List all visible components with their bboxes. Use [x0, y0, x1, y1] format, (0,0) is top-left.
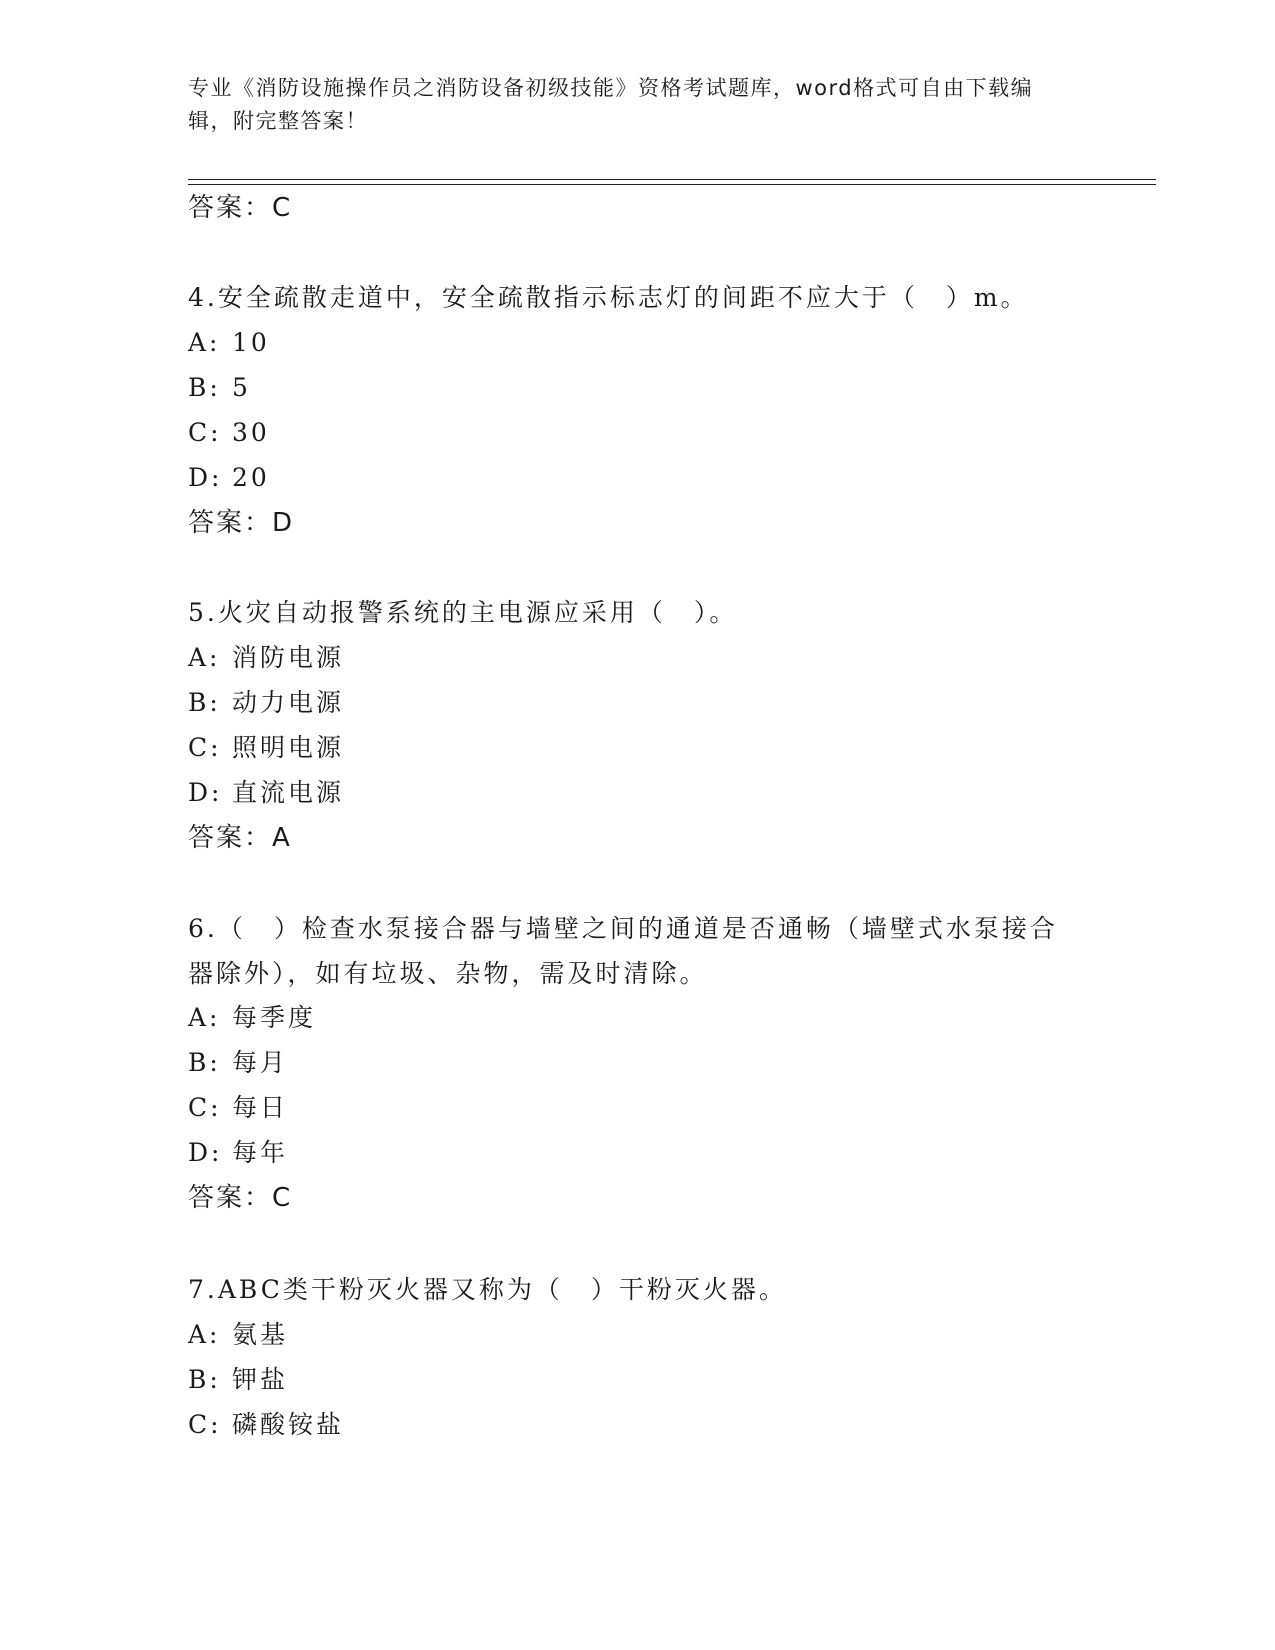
- question-4-option-d: [188, 460, 270, 496]
- option-text: 10: [232, 328, 270, 357]
- option-text: 消防电源: [232, 643, 345, 672]
- question-6-option-c: [188, 1090, 288, 1126]
- option-text: 每日: [232, 1093, 289, 1122]
- question-4-option-c: [188, 415, 270, 451]
- option-key: B:: [188, 1365, 221, 1394]
- option-key: B:: [188, 373, 221, 402]
- question-4-stem: 4.安全疏散走道中，安全疏散指示标志灯的间距不应大于（ ）m。: [188, 283, 1029, 312]
- option-text: 每季度: [232, 1003, 317, 1032]
- question-6-stem: 6.（ ）检查水泵接合器与墙壁之间的通道是否通畅（墙壁式水泵接合器除外），如有垃圾、杂物，需及时清除。: [188, 914, 1058, 988]
- option-key: C:: [188, 1093, 222, 1122]
- header-rule-bottom: [188, 184, 1156, 185]
- option-key: D:: [188, 463, 223, 492]
- option-key: A:: [188, 1003, 221, 1032]
- option-text: 每年: [232, 1138, 289, 1167]
- question-6-option-a: [188, 1000, 316, 1036]
- option-text: 照明电源: [232, 733, 345, 762]
- option-key: D:: [188, 1138, 223, 1167]
- option-key: C:: [188, 733, 222, 762]
- option-text: 动力电源: [232, 688, 345, 717]
- question-5-answer: 答案：A: [188, 823, 292, 853]
- option-text: 5: [232, 373, 251, 402]
- question-5-option-a: [188, 640, 344, 676]
- option-key: C:: [188, 1410, 222, 1439]
- option-key: C:: [188, 418, 222, 447]
- question-4-answer: 答案：D: [188, 508, 295, 538]
- option-text: 氨基: [232, 1320, 289, 1349]
- answer-prev: 答案：C: [188, 193, 293, 223]
- question-5-option-d: [188, 775, 344, 811]
- question-6-option-b: [188, 1045, 288, 1081]
- question-5-option-c: [188, 730, 344, 766]
- question-4-option-a: [188, 325, 270, 361]
- option-text: 钾盐: [232, 1365, 289, 1394]
- header-rule-top: [188, 179, 1156, 180]
- option-key: B:: [188, 1048, 221, 1077]
- question-6-option-d: [188, 1135, 288, 1171]
- option-key: A:: [188, 1320, 221, 1349]
- question-7-option-b: [188, 1362, 288, 1398]
- question-5-stem: 5.火灾自动报警系统的主电源应采用（ ）。: [188, 598, 738, 627]
- question-7-stem: 7.ABC类干粉灭火器又称为（ ）干粉灭火器。: [188, 1275, 787, 1304]
- question-7-option-a: [188, 1317, 288, 1353]
- document-header: 专业《消防设施操作员之消防设备初级技能》资格考试题库，word格式可自由下载编辑，附完整答案！: [188, 76, 1034, 133]
- question-4-option-b: [188, 370, 251, 406]
- question-6-answer: 答案：C: [188, 1183, 293, 1213]
- option-text: 30: [232, 418, 270, 447]
- option-text: 磷酸铵盐: [232, 1410, 345, 1439]
- option-key: B:: [188, 688, 221, 717]
- option-key: A:: [188, 643, 221, 672]
- option-text: 20: [232, 463, 270, 492]
- option-text: 每月: [232, 1048, 289, 1077]
- option-key: A:: [188, 328, 221, 357]
- option-key: D:: [188, 778, 223, 807]
- option-text: 直流电源: [232, 778, 345, 807]
- question-5-option-b: [188, 685, 344, 721]
- question-7-option-c: [188, 1407, 344, 1443]
